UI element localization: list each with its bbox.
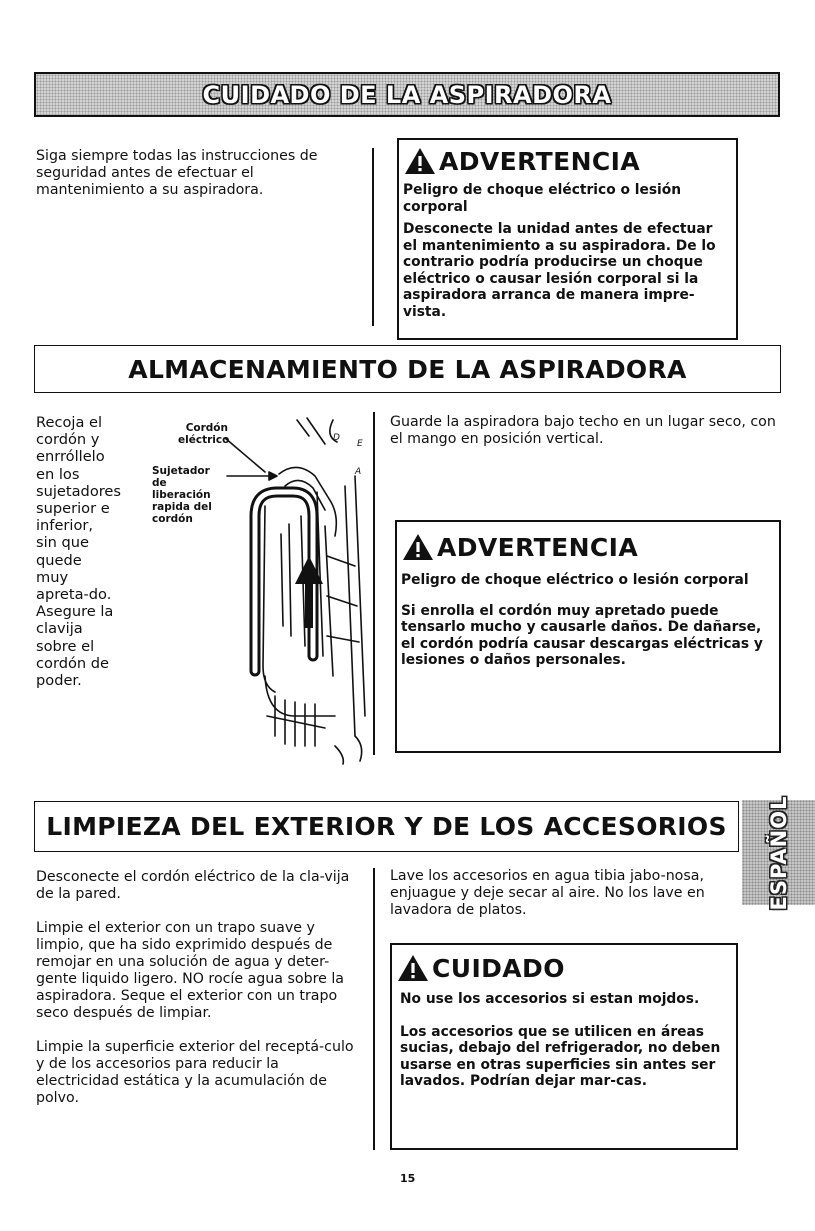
vacuum-cord-illustration xyxy=(205,416,370,766)
cleaning-section-header xyxy=(34,801,739,852)
warning-triangle-icon xyxy=(401,532,435,562)
caution-title: CUIDADO xyxy=(432,953,565,983)
warning-triangle-icon xyxy=(396,953,430,983)
warning-subtitle: Peligro de choque eléctrico o lesión corporal xyxy=(401,572,749,588)
figure-label-e: E xyxy=(357,439,363,449)
page-header-banner xyxy=(34,72,780,117)
callout-quick-release-clip: Sujetador de liberación rapida del cordón xyxy=(152,465,212,525)
figure-label-d: D xyxy=(333,433,340,443)
warning-body: Si enrolla el cordón muy apretado puede tensarlo mucho y causarle daños. De dañarse, el cordón podría causar descargas eléctricas y lesiones o daños personales. xyxy=(401,602,763,668)
warning-body: Desconecte la unidad antes de efectuar el mantenimiento a su aspiradora. De lo contrario podría producirse un choque eléctrico o causar lesión corporal si la aspiradora arranca de manera impre-vista. xyxy=(403,221,716,320)
column-divider xyxy=(373,412,375,755)
storage-location-text: Guarde la aspiradora bajo techo en un lugar seco, con el mango en posición vertical. xyxy=(390,414,776,447)
cleaning-instructions xyxy=(36,869,366,1124)
warning-title: ADVERTENCIA xyxy=(439,146,641,176)
cleaning-paragraph: Limpie el exterior con un trapo suave y limpio, que ha sido exprimido después de remojar en una solución de agua y deter-gente liquido ligero. NO rocíe agua sobre la aspiradora. Seque el exterior con un trapo seco después de limpiar. xyxy=(36,920,344,1021)
warning-triangle-icon xyxy=(403,146,437,176)
column-divider xyxy=(373,868,375,1150)
cleaning-paragraph: Desconecte el cordón eléctrico de la cla-vija de la pared. xyxy=(36,869,350,902)
callout-cord: Cordón eléctrico xyxy=(178,422,230,446)
column-divider xyxy=(372,148,374,326)
caution-text: Los accesorios que se utilicen en áreas sucias, debajo del refrigerador, no deben usarse en otras superficies sin antes ser lavados. Podrían dejar mar-cas. xyxy=(400,1023,721,1089)
storage-section-header xyxy=(34,345,781,393)
language-tab-label: ESPAÑOL xyxy=(766,795,791,910)
cleaning-paragraph: Limpie la superficie exterior del receptá-culo y de los accesorios para reducir la electricidad estática y la acumulación de polvo. xyxy=(36,1039,354,1106)
storage-section-title: ALMACENAMIENTO DE LA ASPIRADORA xyxy=(128,354,687,384)
cleaning-section-title: LIMPIEZA DEL EXTERIOR Y DE LOS ACCESORIOS xyxy=(46,812,727,841)
warning-subtitle: Peligro de choque eléctrico o lesión corporal xyxy=(403,182,682,215)
caution-box xyxy=(390,943,738,1150)
page-title: CUIDADO DE LA ASPIRADORA xyxy=(202,80,612,109)
warning-title: ADVERTENCIA xyxy=(437,532,639,562)
page-number: 15 xyxy=(400,1172,416,1185)
intro-text: Siga siempre todas las instrucciones de seguridad antes de efectuar el mantenimiento a su aspiradora. xyxy=(36,148,318,198)
language-side-tab xyxy=(742,795,815,910)
accessory-washing-text: Lave los accesorios en agua tibia jabo-nosa, enjuague y deje secar al aire. No los lave en lavadora de platos. xyxy=(390,868,705,918)
storage-instructions: Recoja el cordón y enrróllelo en los sujetadores superior e inferior, sin que quede muy apreta-do. Asegure la clavija sobre el cordón de poder. xyxy=(36,414,122,690)
warning-box-cord xyxy=(395,520,781,753)
warning-box-maintenance xyxy=(397,138,738,340)
figure-label-a: A xyxy=(355,467,362,477)
caution-text: No use los accesorios si estan mojdos. xyxy=(400,991,700,1007)
